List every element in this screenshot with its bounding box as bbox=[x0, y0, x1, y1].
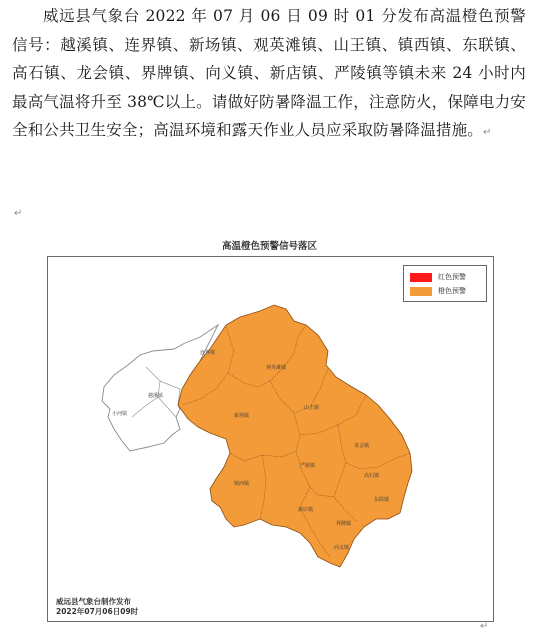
paragraph-mark-icon: ↵ bbox=[483, 127, 492, 138]
map-legend bbox=[403, 265, 487, 302]
town-label-jiepai: 界牌镇 bbox=[336, 521, 352, 527]
legend-item-orange bbox=[410, 284, 480, 298]
legend-swatch-red bbox=[410, 273, 432, 282]
bulletin-body: 威远县气象台 2022 年 07 月 06 日 09 时 01 分发布高温橙色预警信号：越溪镇、连界镇、新场镇、观英滩镇、山王镇、镇西镇、东联镇、高石镇、龙会镇、界牌镇、向义镇、新店镇、严陵镇等镇未来 24 小时内最高气温将升至 38℃以上。请做好防暑降温工作，注意防火，保障电力安全和公共卫生安全；高温环境和露天作业人员应采取防暑降温措施。 bbox=[12, 7, 526, 139]
town-label-lianjie: 连界镇 bbox=[200, 350, 216, 356]
map-canvas bbox=[48, 257, 495, 623]
town-label-shanwang: 山王镇 bbox=[304, 405, 320, 411]
warning-bulletin-text bbox=[12, 2, 526, 148]
credit-issuer: 威远县气象台制作发布 bbox=[56, 597, 131, 606]
town-label-xiaohe: 小河镇 bbox=[112, 411, 128, 417]
town-label-yanling: 严陵镇 bbox=[300, 463, 316, 469]
legend-swatch-orange bbox=[410, 287, 432, 296]
map-title: 高温橙色预警信号落区 bbox=[221, 241, 317, 252]
credit-time: 2022年07月06日09时 bbox=[56, 607, 139, 616]
town-label-xindian: 新店镇 bbox=[298, 507, 314, 513]
town-label-longhui: 龙会镇 bbox=[354, 443, 370, 449]
legend-item-red bbox=[410, 270, 480, 284]
map-credit bbox=[56, 597, 138, 617]
region-warned bbox=[178, 305, 412, 567]
warning-map bbox=[47, 256, 494, 622]
town-label-zhenxi: 镇西镇 bbox=[234, 481, 250, 487]
town-label-gaoshi: 高石镇 bbox=[364, 473, 380, 479]
town-label-yuexi: 越溪镇 bbox=[148, 393, 164, 399]
town-label-xiangyi: 向义镇 bbox=[334, 545, 350, 551]
town-label-donglian: 东联镇 bbox=[374, 497, 390, 503]
legend-label-red: 红色预警 bbox=[438, 273, 466, 281]
legend-label-orange: 橙色预警 bbox=[438, 287, 466, 295]
town-label-guanyingtan: 观英滩镇 bbox=[266, 365, 287, 371]
paragraph-mark-icon: ↵ bbox=[14, 208, 23, 219]
town-label-xinchang: 新场镇 bbox=[234, 413, 250, 419]
paragraph-mark-icon: ↵ bbox=[480, 621, 489, 632]
